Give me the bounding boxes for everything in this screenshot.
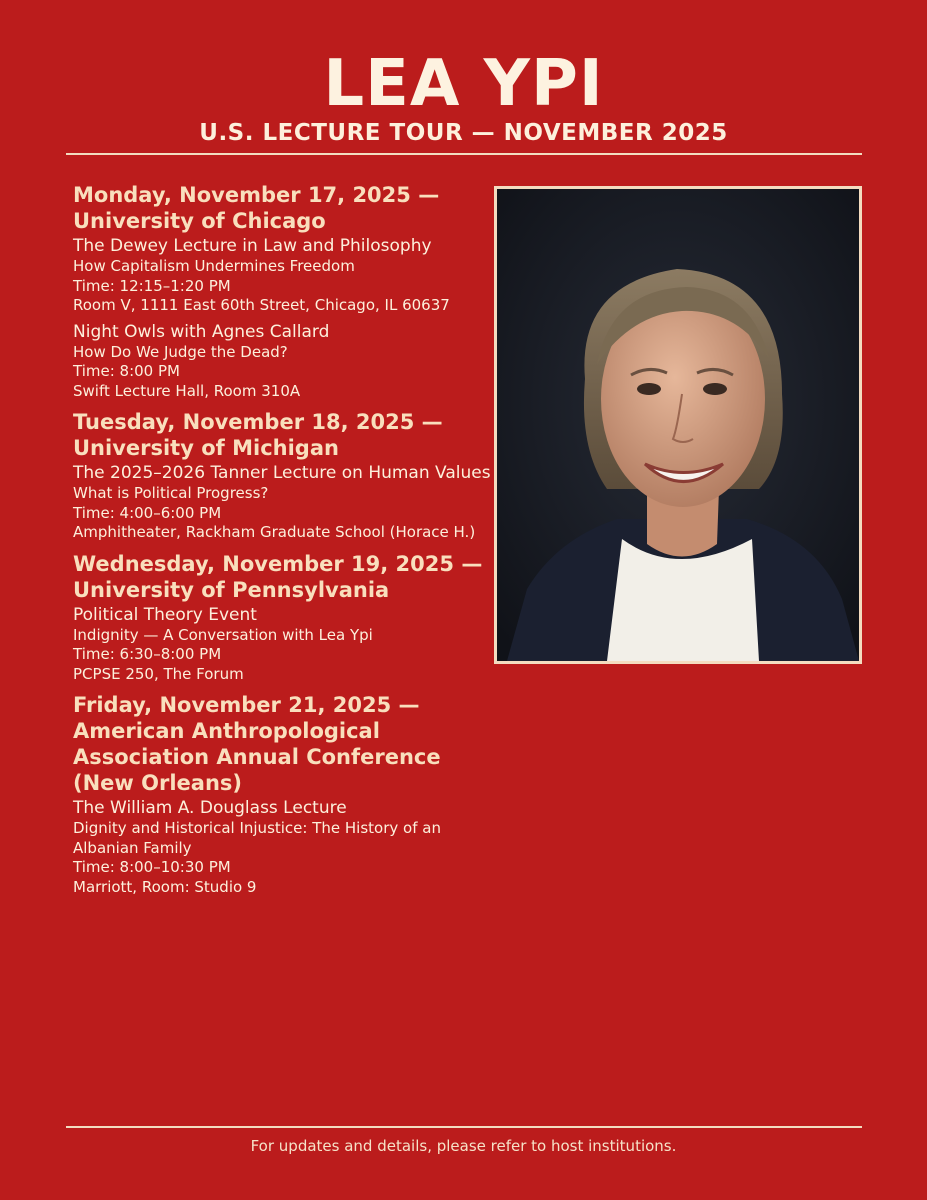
event-topic: Dignity and Historical Injustice: The History of an Albanian Family (73, 819, 441, 857)
speaker-name: LEA YPI (323, 47, 604, 121)
event-location: Room V, 1111 East 60th Street, Chicago, IL 60637 (73, 296, 450, 314)
day-heading: Wednesday, November 19, 2025 — University of Pennsylvania (73, 551, 483, 602)
event-title: The 2025–2026 Tanner Lecture on Human Values (73, 463, 491, 483)
event-item (73, 463, 503, 543)
event-title: The William A. Douglass Lecture (73, 798, 347, 818)
day-block-friday (73, 692, 503, 897)
event-item (73, 798, 503, 897)
event-location: Marriott, Room: Studio 9 (73, 877, 257, 896)
event-location: Swift Lecture Hall, Room 310A (73, 381, 301, 400)
portrait-illustration (497, 189, 859, 661)
event-title: Night Owls with Agnes Callard (73, 321, 330, 342)
event-time: Time: 12:15–1:20 PM (73, 276, 231, 295)
event-topic: How Capitalism Undermines Freedom (73, 257, 355, 275)
event-item (73, 236, 503, 316)
event-topic: Indignity — A Conversation with Lea Ypi (73, 625, 373, 644)
day-heading: Monday, November 17, 2025 — University of Chicago (73, 183, 440, 233)
speaker-portrait (494, 186, 862, 664)
top-divider (66, 153, 862, 155)
event-title: The Dewey Lecture in Law and Philosophy (73, 236, 432, 256)
event-item (73, 605, 503, 685)
day-heading: Friday, November 21, 2025 — American Anthropological Association Annual Conference (New Orleans) (73, 693, 441, 795)
event-title: Political Theory Event (73, 604, 257, 625)
event-time: Time: 6:30–8:00 PM (73, 645, 222, 663)
event-topic: How Do We Judge the Dead? (73, 342, 288, 361)
schedule (73, 182, 503, 905)
event-location: PCPSE 250, The Forum (73, 664, 244, 683)
day-block-tuesday (73, 409, 503, 543)
event-time: Time: 8:00–10:30 PM (73, 858, 231, 876)
day-block-monday (73, 182, 503, 401)
footer-note: For updates and details, please refer to host institutions. (250, 1137, 677, 1155)
event-location: Amphitheater, Rackham Graduate School (Horace H.) (73, 523, 476, 541)
event-time: Time: 8:00 PM (73, 362, 180, 380)
bottom-divider (66, 1126, 862, 1128)
event-item (73, 322, 503, 402)
event-topic: What is Political Progress? (73, 484, 269, 502)
day-heading: Tuesday, November 18, 2025 — University of Michigan (73, 410, 443, 460)
tour-subtitle: U.S. LECTURE TOUR — NOVEMBER 2025 (199, 120, 728, 146)
day-block-wednesday (73, 551, 503, 685)
event-time: Time: 4:00–6:00 PM (73, 503, 222, 522)
